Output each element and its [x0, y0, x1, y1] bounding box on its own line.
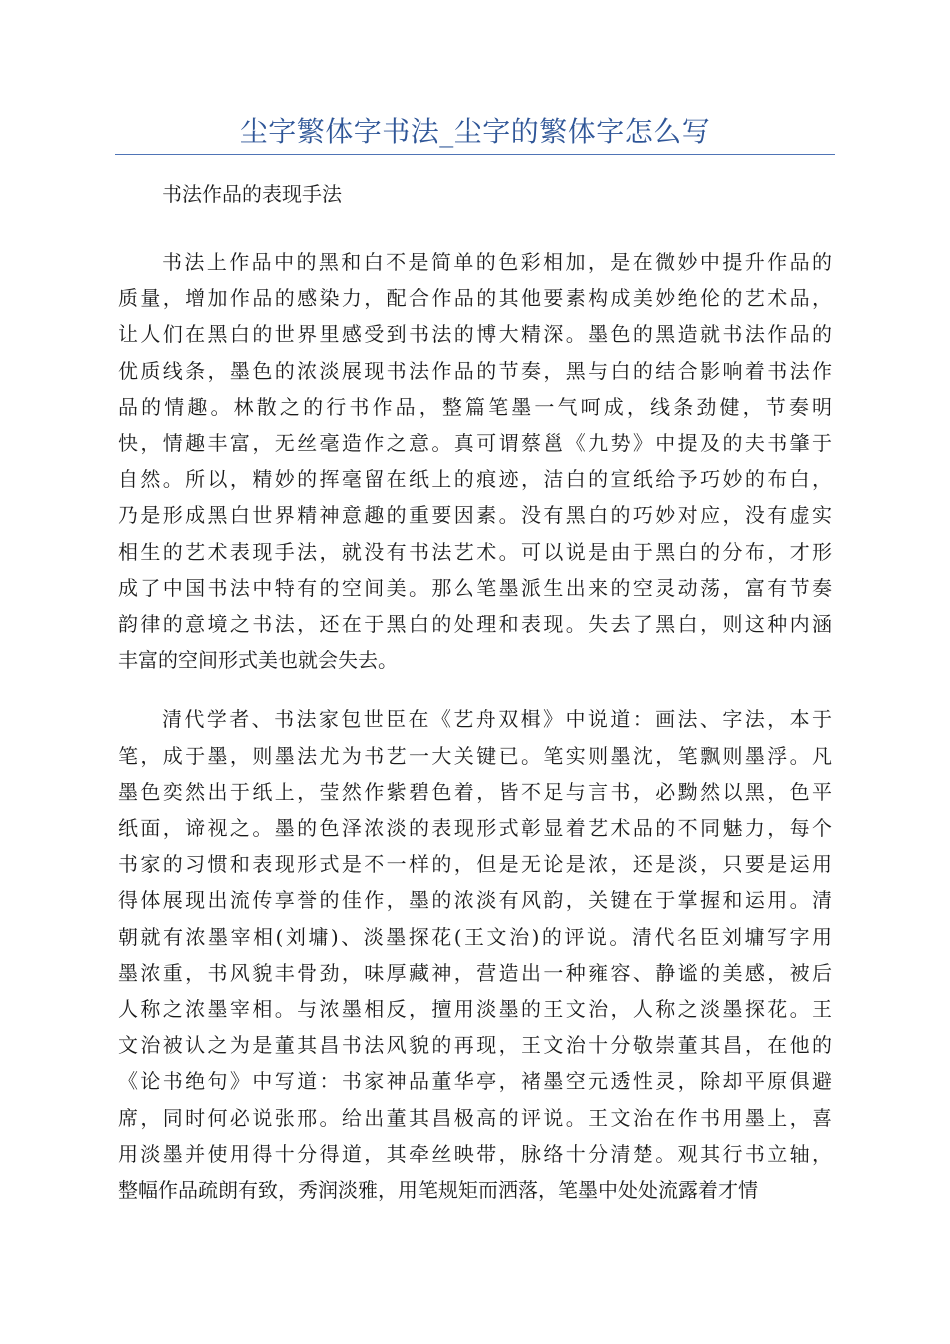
paragraph-line: 《论书绝句》中写道：书家神品董华亭，褚墨空元透性灵，除却平原俱避: [118, 1069, 832, 1094]
paragraph-line: 用淡墨并使用得十分得道，其牵丝映带，脉络十分清楚。观其行书立轴，: [118, 1141, 832, 1166]
paragraph-line: 相生的艺术表现手法，就没有书法艺术。可以说是由于黑白的分布，才形: [118, 539, 832, 564]
paragraph-line: 丰富的空间形式美也就会失去。: [118, 648, 398, 673]
paragraph-line: 书法上作品中的黑和白不是简单的色彩相加，是在微妙中提升作品的: [162, 250, 832, 274]
paragraph-line: 朝就有浓墨宰相(刘墉)、淡墨探花(王文治)的评说。清代名臣刘墉写字用: [118, 924, 832, 949]
paragraph-line: 人称之浓墨宰相。与浓墨相反，擅用淡墨的王文治，人称之淡墨探花。王: [118, 997, 832, 1022]
paragraph: [118, 244, 832, 678]
paragraph-line: 纸面，谛视之。墨的色泽浓淡的表现形式彰显着艺术品的不同魅力，每个: [118, 816, 832, 841]
paragraph-line: 整幅作品疏朗有致，秀润淡雅，用笔规矩而洒落，笔墨中处处流露着才情: [118, 1178, 758, 1203]
paragraph-line: 得体展现出流传享誉的佳作，墨的浓淡有风韵，关键在于掌握和运用。清: [118, 888, 832, 913]
paragraph-line: 快，情趣丰富，无丝毫造作之意。真可谓蔡邕《九势》中提及的夫书肇于: [118, 431, 832, 456]
document-body: [118, 176, 832, 1208]
paragraph-line: 韵律的意境之书法，还在于黑白的处理和表现。失去了黑白，则这种内涵: [118, 612, 832, 637]
paragraph-line: 成了中国书法中特有的空间美。那么笔墨派生出来的空灵动荡，富有节奏: [118, 575, 832, 600]
paragraph-line: 席，同时何必说张邢。给出董其昌极高的评说。王文治在作书用墨上，喜: [118, 1105, 832, 1130]
paragraph: [118, 701, 832, 1208]
paragraph-line: 让人们在黑白的世界里感受到书法的博大精深。墨色的黑造就书法作品的: [118, 322, 832, 347]
paragraph-line: 自然。所以，精妙的挥毫留在纸上的痕迹，洁白的宣纸给予巧妙的布白，: [118, 467, 832, 492]
paragraph-line: 文治被认之为是董其昌书法风貌的再现，王文治十分敬崇董其昌，在他的: [118, 1033, 832, 1058]
paragraph-line: 品的情趣。林散之的行书作品，整篇笔墨一气呵成，线条劲健，节奏明: [118, 394, 832, 419]
paragraph-line: 书家的习惯和表现形式是不一样的，但是无论是浓，还是淡，只要是运用: [118, 852, 832, 877]
paragraph-line: 笔，成于墨，则墨法尤为书艺一大关键已。笔实则墨沈，笔飘则墨浮。凡: [118, 743, 832, 768]
section-heading: 书法作品的表现手法: [162, 182, 342, 206]
paragraph-line: 墨浓重，书风貌丰骨劲，味厚藏神，营造出一种雍容、静谧的美感，被后: [118, 960, 832, 985]
paragraph-line: 墨色奕然出于纸上，莹然作紫碧色着，皆不足与言书，必黝然以黑，色平: [118, 779, 832, 804]
paragraph-line: 乃是形成黑白世界精神意趣的重要因素。没有黑白的巧妙对应，没有虚实: [118, 503, 832, 528]
paragraph-line: 质量，增加作品的感染力，配合作品的其他要素构成美妙绝伦的艺术品，: [118, 286, 832, 311]
paragraph-spacer: [118, 213, 832, 244]
paragraph-spacer: [118, 678, 832, 701]
title-underline: [115, 154, 835, 155]
paragraph-line: 清代学者、书法家包世臣在《艺舟双楫》中说道：画法、字法，本于: [162, 707, 832, 732]
document-title: 尘字繁体字书法_尘字的繁体字怎么写: [239, 115, 711, 148]
paragraph-line: 优质线条，墨色的浓淡展现书法作品的节奏，黑与白的结合影响着书法作: [118, 358, 832, 383]
